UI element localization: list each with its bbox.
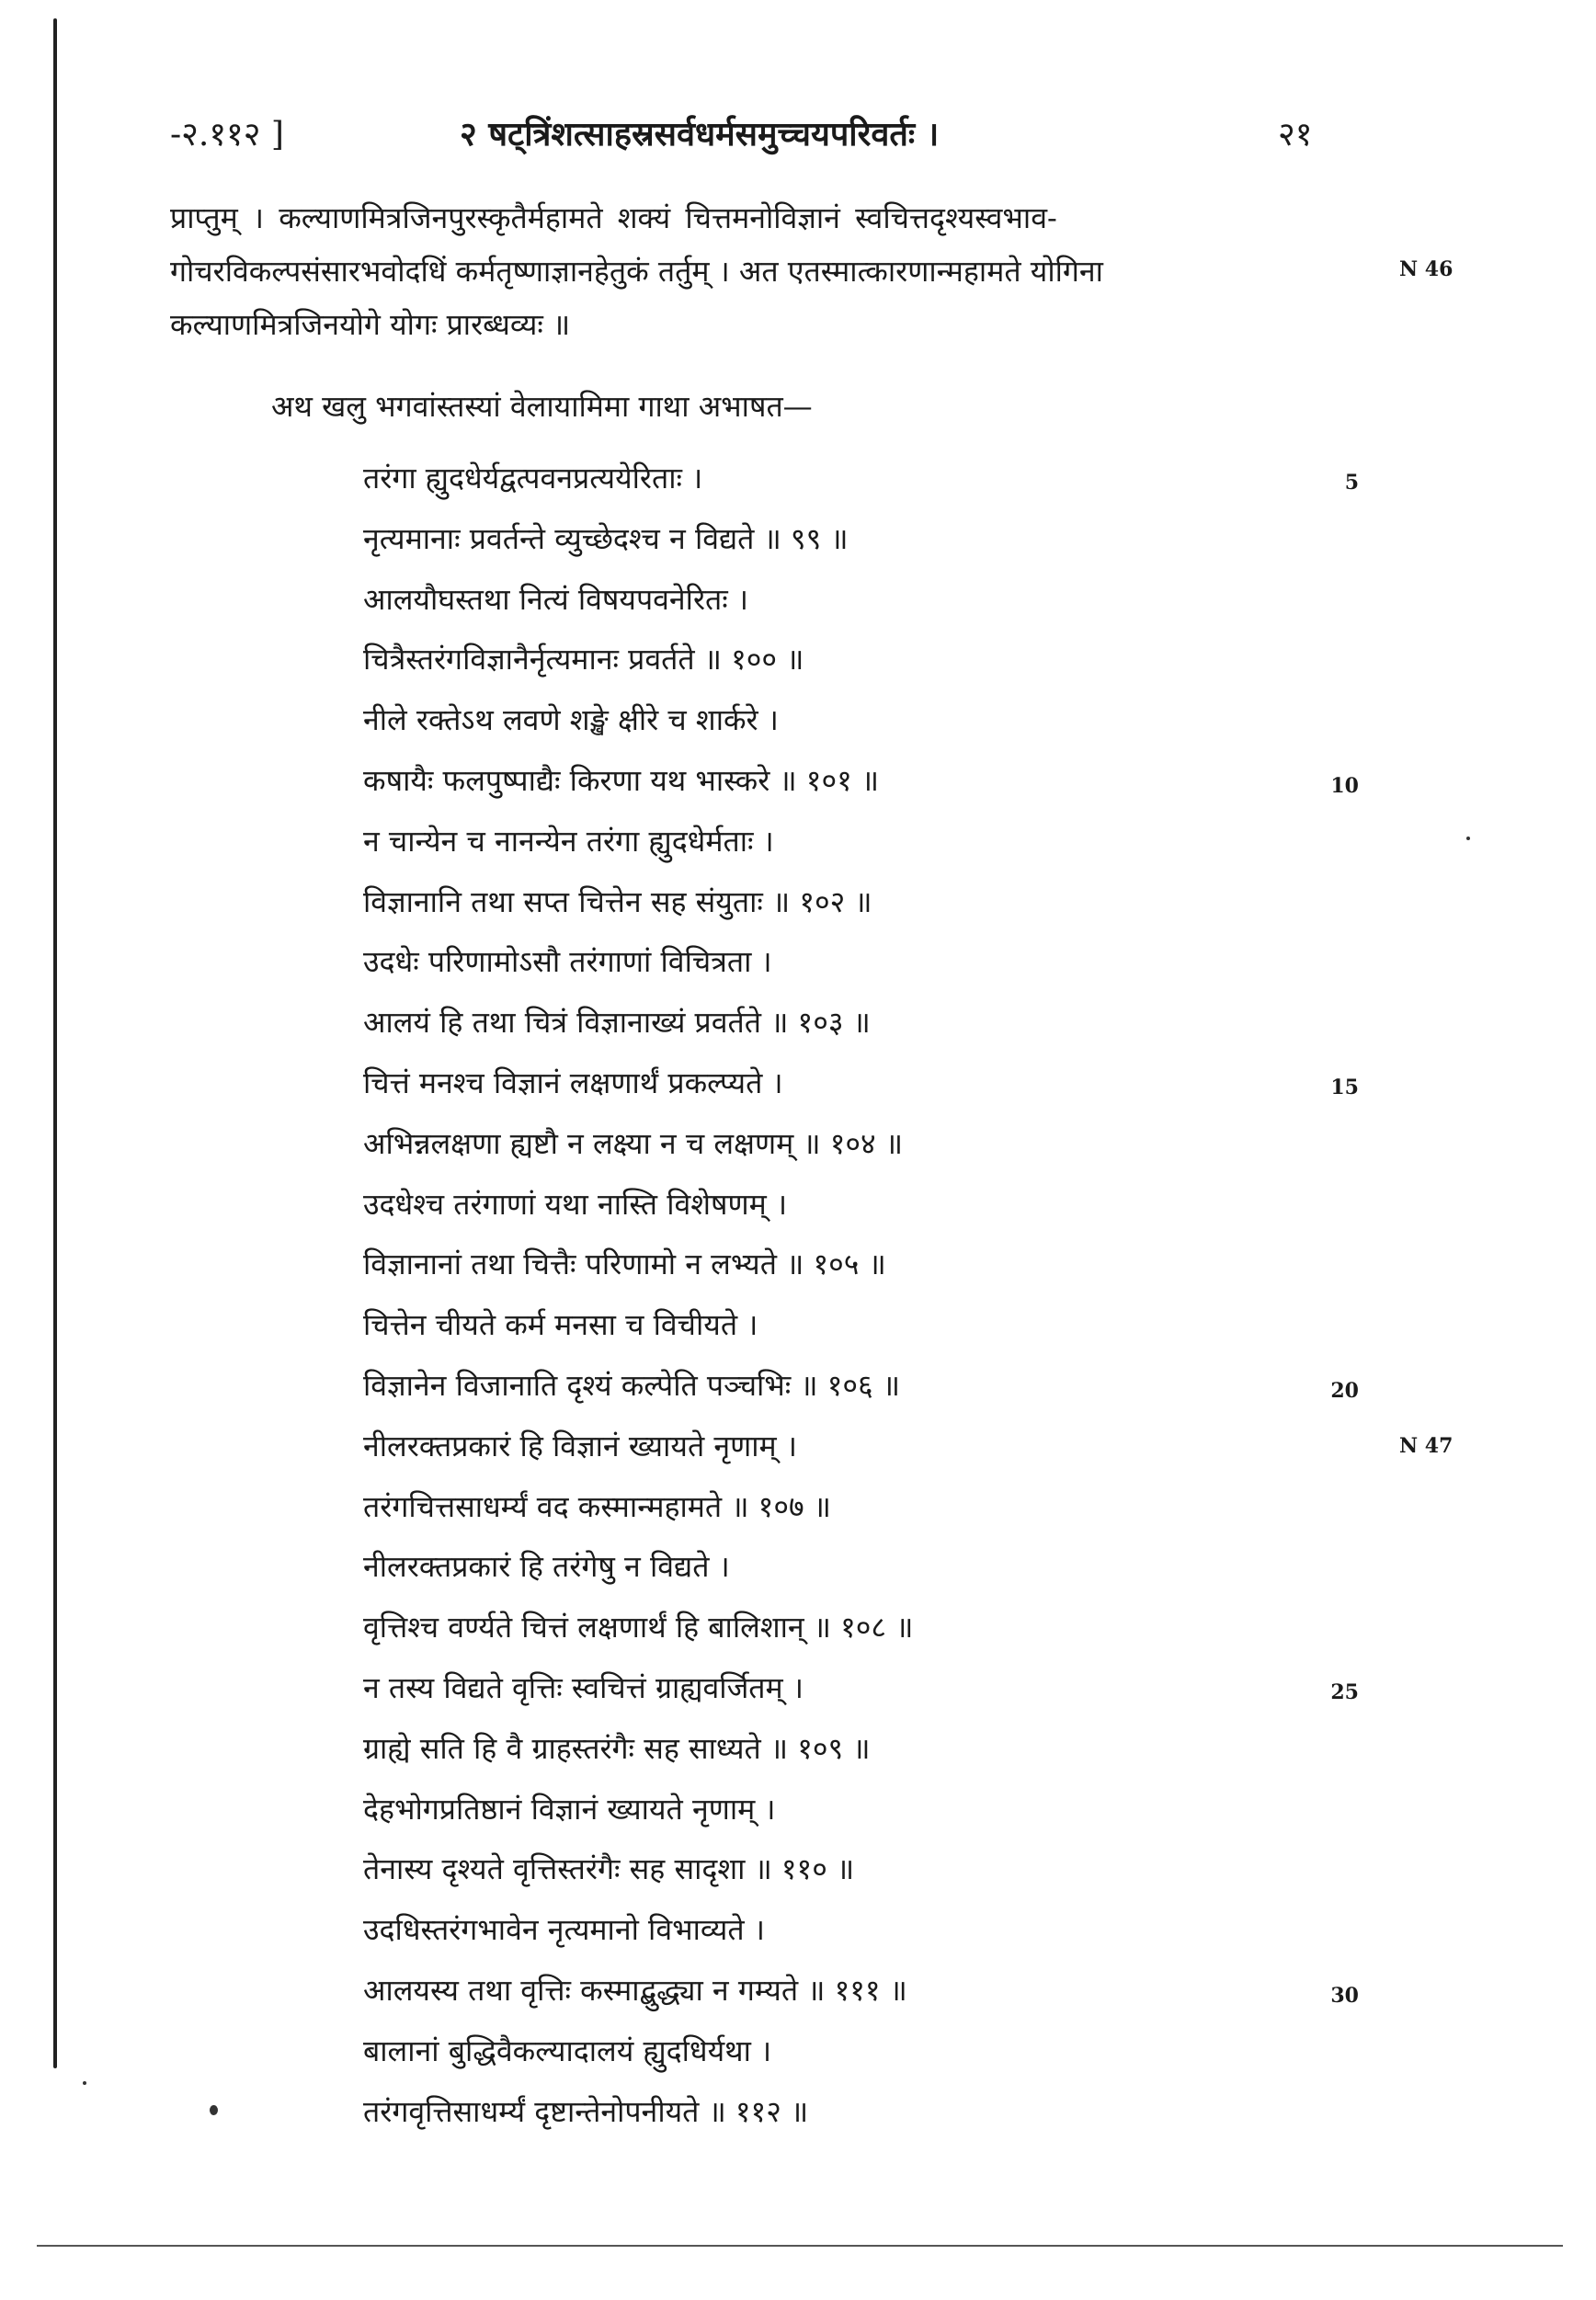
verse-line: विज्ञानानि तथा सप्त चित्तेन सह संयुताः ॥ १०२ ॥: [363, 883, 872, 919]
line-number: 25: [1330, 1680, 1359, 1704]
verse-line: नीलरक्तप्रकारं हि विज्ञानं ख्यायते नृणाम् ।: [363, 1428, 797, 1463]
verse-line: तरंगचित्तसाधर्म्यं वद कस्मान्महामते ॥ १०७ ॥: [363, 1488, 831, 1524]
margin-reference: N 46: [1399, 257, 1454, 281]
ink-speck: [83, 2081, 86, 2085]
verse-line: उदधेः परिणामोऽसौ तरंगाणां विचित्रता ।: [363, 944, 772, 980]
verse-line: कषायैः फलपुष्पाद्यैः किरणा यथ भास्करे ॥ १०१ ॥: [363, 762, 880, 798]
prose-paragraph: [170, 191, 1328, 351]
header-section-ref: -२.११२ ]: [170, 116, 284, 154]
verse-line: तेनास्य दृश्यते वृत्तिस्तरंगैः सह सादृशा ॥ ११० ॥: [363, 1851, 855, 1887]
running-header: [0, 110, 1596, 165]
verse-block: [363, 449, 1282, 2142]
line-number: 30: [1330, 1984, 1359, 2008]
verse-line: देहभोगप्रतिष्ठानं विज्ञानं ख्यायते नृणाम् ।: [363, 1791, 776, 1827]
verse-line: चित्तं मनश्च विज्ञानं लक्षणार्थं प्रकल्प्यते ।: [363, 1065, 783, 1100]
margin-reference: N 47: [1399, 1434, 1454, 1458]
verse-line: ग्राह्ये सति हि वै ग्राहस्तरंगैः सह साध्यते ॥ १०९ ॥: [363, 1730, 871, 1766]
prose-line: कल्याणमित्रजिनयोगे योगः प्रारब्धव्यः ॥: [170, 307, 571, 342]
verse-line: वृत्तिश्च वर्ण्यते चित्तं लक्षणार्थं हि बालिशान् ॥ १०८ ॥: [363, 1610, 914, 1645]
header-page-number: २१: [1278, 116, 1313, 154]
line-number: 10: [1330, 774, 1359, 798]
verse-line: चित्रैस्तरंगविज्ञानैर्नृत्यमानः प्रवर्तते ॥ १०० ॥: [363, 642, 804, 677]
verse-line: नृत्यमानाः प्रवर्तन्ते व्युच्छेदश्च न विद्यते ॥ ९९ ॥: [363, 520, 849, 556]
verse-introduction: अथ खलु भगवांस्तस्यां वेलायामिमा गाथा अभाषत—: [271, 389, 813, 424]
line-number: 20: [1330, 1379, 1359, 1403]
bottom-rule: [37, 2245, 1563, 2247]
verse-line: विज्ञानेन विजानाति दृश्यं कल्पेति पञ्चभिः ॥ १०६ ॥: [363, 1367, 901, 1403]
verse-line: नीलरक्तप्रकारं हि तरंगेषु न विद्यते ।: [363, 1549, 730, 1585]
verse-line: न चान्येन च नानन्येन तरंगा ह्युदधेर्मताः ।: [363, 823, 774, 859]
line-number: 5: [1344, 471, 1359, 495]
verse-line: आलयं हि तथा चित्रं विज्ञानाख्यं प्रवर्तते ॥ १०३ ॥: [363, 1005, 871, 1041]
verse-line: तरंगवृत्तिसाधर्म्यं दृष्टान्तेनोपनीयते ॥ ११२ ॥: [363, 2093, 809, 2129]
verse-line: विज्ञानानां तथा चित्तैः परिणामो न लभ्यते ॥ १०५ ॥: [363, 1247, 886, 1282]
verse-line: नीले रक्तेऽथ लवणे शङ्खे क्षीरे च शार्करे ।: [363, 702, 779, 738]
header-chapter-title: २ षट्त्रिंशत्साहस्रसर्वधर्मसमुच्चयपरिवर्तः ।: [460, 115, 940, 154]
binding-edge-rule: [53, 18, 57, 2068]
prose-line: गोचरविकल्पसंसारभवोदधिं कर्मतृष्णाज्ञानहेतुकं तर्तुम् । अत एतस्मात्कारणान्महामते योगिना: [170, 254, 1103, 289]
verse-line: बालानां बुद्धिवैकल्यादालयं ह्युदधिर्यथा ।: [363, 2032, 772, 2068]
verse-line: न तस्य विद्यते वृत्तिः स्वचित्तं ग्राह्यवर्जितम् ।: [363, 1669, 804, 1705]
verse-line: उदधेश्च तरंगाणां यथा नास्ति विशेषणम् ।: [363, 1186, 788, 1222]
verse-line: चित्तेन चीयते कर्म मनसा च विचीयते ।: [363, 1307, 758, 1343]
ink-speck: [1466, 837, 1470, 840]
verse-line: तरंगा ह्युदधेर्यद्वत्पवनप्रत्ययेरिताः ।: [363, 461, 703, 495]
prose-line: प्राप्तुम् । कल्याणमित्रजिनपुरस्कृतैर्महामते शक्यं चित्तमनोविज्ञानं स्वचित्तदृश्यस्वभाव-: [170, 200, 1057, 235]
verse-line: उदधिस्तरंगभावेन नृत्यमानो विभाव्यते ।: [363, 1912, 765, 1948]
verse-line: अभिन्नलक्षणा ह्यष्टौ न लक्ष्या न च लक्षणम् ॥ १०४ ॥: [363, 1125, 904, 1161]
verse-line: आलयौघस्तथा नित्यं विषयपवनेरितः ।: [363, 581, 749, 617]
verse-line: आलयस्य तथा वृत्तिः कस्माद्बुद्ध्या न गम्यते ॥ १११ ॥: [363, 1972, 907, 2008]
line-number: 15: [1330, 1076, 1359, 1099]
ink-speck: [210, 2105, 218, 2115]
